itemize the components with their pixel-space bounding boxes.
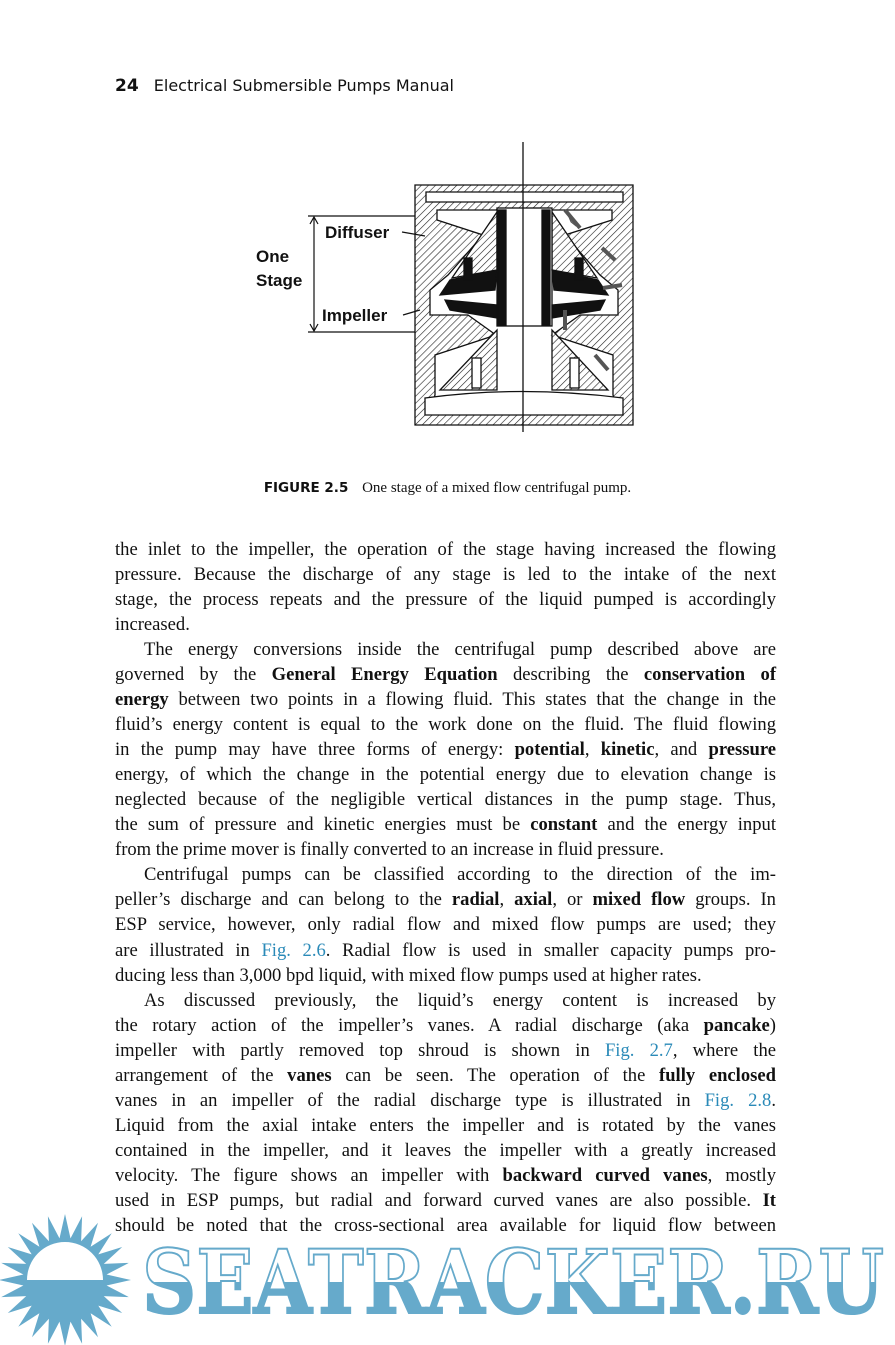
text-line	[115, 1163, 776, 1188]
text-run: As discussed previously, the liquid’s energy content is increased by	[144, 989, 776, 1011]
figure-caption-text: One stage of a mixed flow centrifugal pump.	[362, 480, 632, 496]
text-run: increased.	[115, 614, 190, 636]
text-run: neglected because of the negligible vertical distances in the pump stage. Thus,	[115, 789, 776, 811]
watermark	[0, 1205, 895, 1345]
text-line	[115, 637, 776, 662]
text-run: are illustrated in	[115, 939, 262, 961]
text-run: impeller with partly removed top shroud is shown in	[115, 1039, 605, 1061]
text-run: The energy conversions inside the centrifugal pump described above are	[144, 639, 776, 661]
text-run: , where the	[672, 1039, 776, 1061]
sun-logo-icon	[0, 1214, 131, 1345]
figure-link[interactable]: Fig. 2.7	[604, 1039, 673, 1061]
text-run: )	[769, 1014, 776, 1036]
text-line	[115, 963, 776, 988]
bold-term: constant	[530, 814, 598, 836]
bold-term: fully enclosed	[659, 1064, 776, 1086]
text-line	[115, 837, 776, 862]
text-run: pressure. Because the discharge of any stage is led to the intake of the next	[115, 564, 776, 586]
bold-term: kinetic	[600, 739, 655, 761]
text-run: ,	[499, 889, 515, 911]
text-line	[115, 812, 776, 837]
text-run: peller’s discharge and can belong to the	[115, 889, 452, 911]
text-line	[115, 862, 776, 887]
bold-term: conservation of	[643, 664, 777, 686]
text-run: , or	[552, 889, 593, 911]
text-run: energy, of which the change in the potential energy due to elevation change is	[115, 764, 776, 786]
bold-term: pressure	[708, 739, 776, 761]
bold-term: axial	[514, 889, 553, 911]
label-impeller: Impeller	[322, 306, 388, 325]
text-line	[115, 787, 776, 812]
pump-stage-figure	[240, 140, 660, 440]
figure-caption	[0, 480, 895, 497]
text-run: can be seen. The operation of the	[331, 1064, 659, 1086]
text-run: from the prime mover is finally converted to an increase in fluid pressure.	[115, 839, 664, 861]
text-run: Liquid from the axial intake enters the impeller and is rotated by the vanes	[115, 1114, 776, 1136]
body-text	[115, 537, 776, 1238]
bold-term: backward curved vanes	[502, 1164, 708, 1186]
page-number: 24	[115, 76, 139, 96]
text-run: groups. In	[685, 889, 776, 911]
text-run: , mostly	[707, 1164, 776, 1186]
book-title: Electrical Submersible Pumps Manual	[153, 76, 454, 95]
text-line	[115, 612, 776, 637]
text-line	[115, 887, 776, 912]
text-run: fluid’s energy content is equal to the work done on the fluid. The fluid flowing	[115, 714, 776, 736]
bold-term: It	[762, 1189, 776, 1211]
text-run: . Radial flow is used in smaller capacity pumps pro-	[325, 939, 776, 961]
text-run: in the pump may have three forms of energy:	[115, 739, 515, 761]
text-line	[115, 1138, 776, 1163]
text-line	[115, 762, 776, 787]
text-run: ,	[584, 739, 601, 761]
bold-term: energy	[115, 689, 169, 711]
running-header	[115, 76, 454, 96]
label-one: One	[256, 247, 290, 266]
text-run: vanes in an impeller of the radial discharge type is illustrated in	[115, 1089, 705, 1111]
text-run: the inlet to the impeller, the operation of the stage having increased the flowing	[115, 539, 776, 560]
text-line	[115, 912, 776, 937]
text-line	[115, 687, 776, 712]
text-run: and the energy input	[597, 814, 776, 836]
text-run: contained in the impeller, and it leaves the impeller with a greatly increased	[115, 1139, 776, 1161]
label-stage: Stage	[256, 271, 303, 290]
text-line	[115, 1063, 776, 1088]
text-run: Centrifugal pumps can be classified according to the direction of the im-	[144, 864, 776, 886]
text-run: , and	[654, 739, 709, 761]
text-run: between two points in a flowing fluid. This states that the change in the	[168, 689, 776, 711]
text-run: used in ESP pumps, but radial and forward curved vanes are also possible.	[115, 1189, 763, 1211]
text-line	[115, 712, 776, 737]
bold-term: mixed flow	[592, 889, 686, 911]
figure-link[interactable]: Fig. 2.8	[704, 1089, 772, 1111]
text-run: arrangement of the	[115, 1064, 288, 1086]
text-line	[115, 1013, 776, 1038]
text-run: velocity. The figure shows an impeller with	[115, 1164, 503, 1186]
bold-term: potential	[514, 739, 585, 761]
text-run: should be noted that the cross-sectional area available for liquid flow between	[115, 1214, 776, 1236]
text-run: stage, the process repeats and the pressure of the liquid pumped is accordingly	[115, 589, 776, 611]
text-line	[115, 988, 776, 1013]
text-run: describing the	[497, 664, 644, 686]
text-line	[115, 1038, 776, 1063]
text-line	[115, 737, 776, 762]
text-line	[115, 662, 776, 687]
bold-term: pancake	[703, 1014, 770, 1036]
text-run: the rotary action of the impeller’s vanes. A radial discharge (aka	[115, 1014, 704, 1036]
figure-label: FIGURE 2.5	[263, 480, 349, 496]
bold-term: vanes	[287, 1064, 332, 1086]
watermark-text: SEATRACKER.RU	[142, 1230, 884, 1334]
text-line	[115, 562, 776, 587]
text-line	[115, 537, 776, 562]
text-run: .	[771, 1089, 776, 1111]
text-run: ducing less than 3,000 bpd liquid, with mixed flow pumps used at higher rates.	[115, 964, 702, 986]
figure-link[interactable]: Fig. 2.6	[261, 939, 326, 961]
bold-term: radial	[451, 889, 500, 911]
text-run: ESP service, however, only radial flow and mixed flow pumps are used; they	[115, 914, 776, 936]
text-line	[115, 1113, 776, 1138]
text-run: the sum of pressure and kinetic energies must be	[115, 814, 531, 836]
text-line	[115, 1088, 776, 1113]
text-run: governed by the	[115, 664, 272, 686]
bold-term: General Energy Equation	[271, 664, 498, 686]
text-line	[115, 587, 776, 612]
text-line	[115, 938, 776, 963]
label-diffuser: Diffuser	[325, 223, 390, 242]
